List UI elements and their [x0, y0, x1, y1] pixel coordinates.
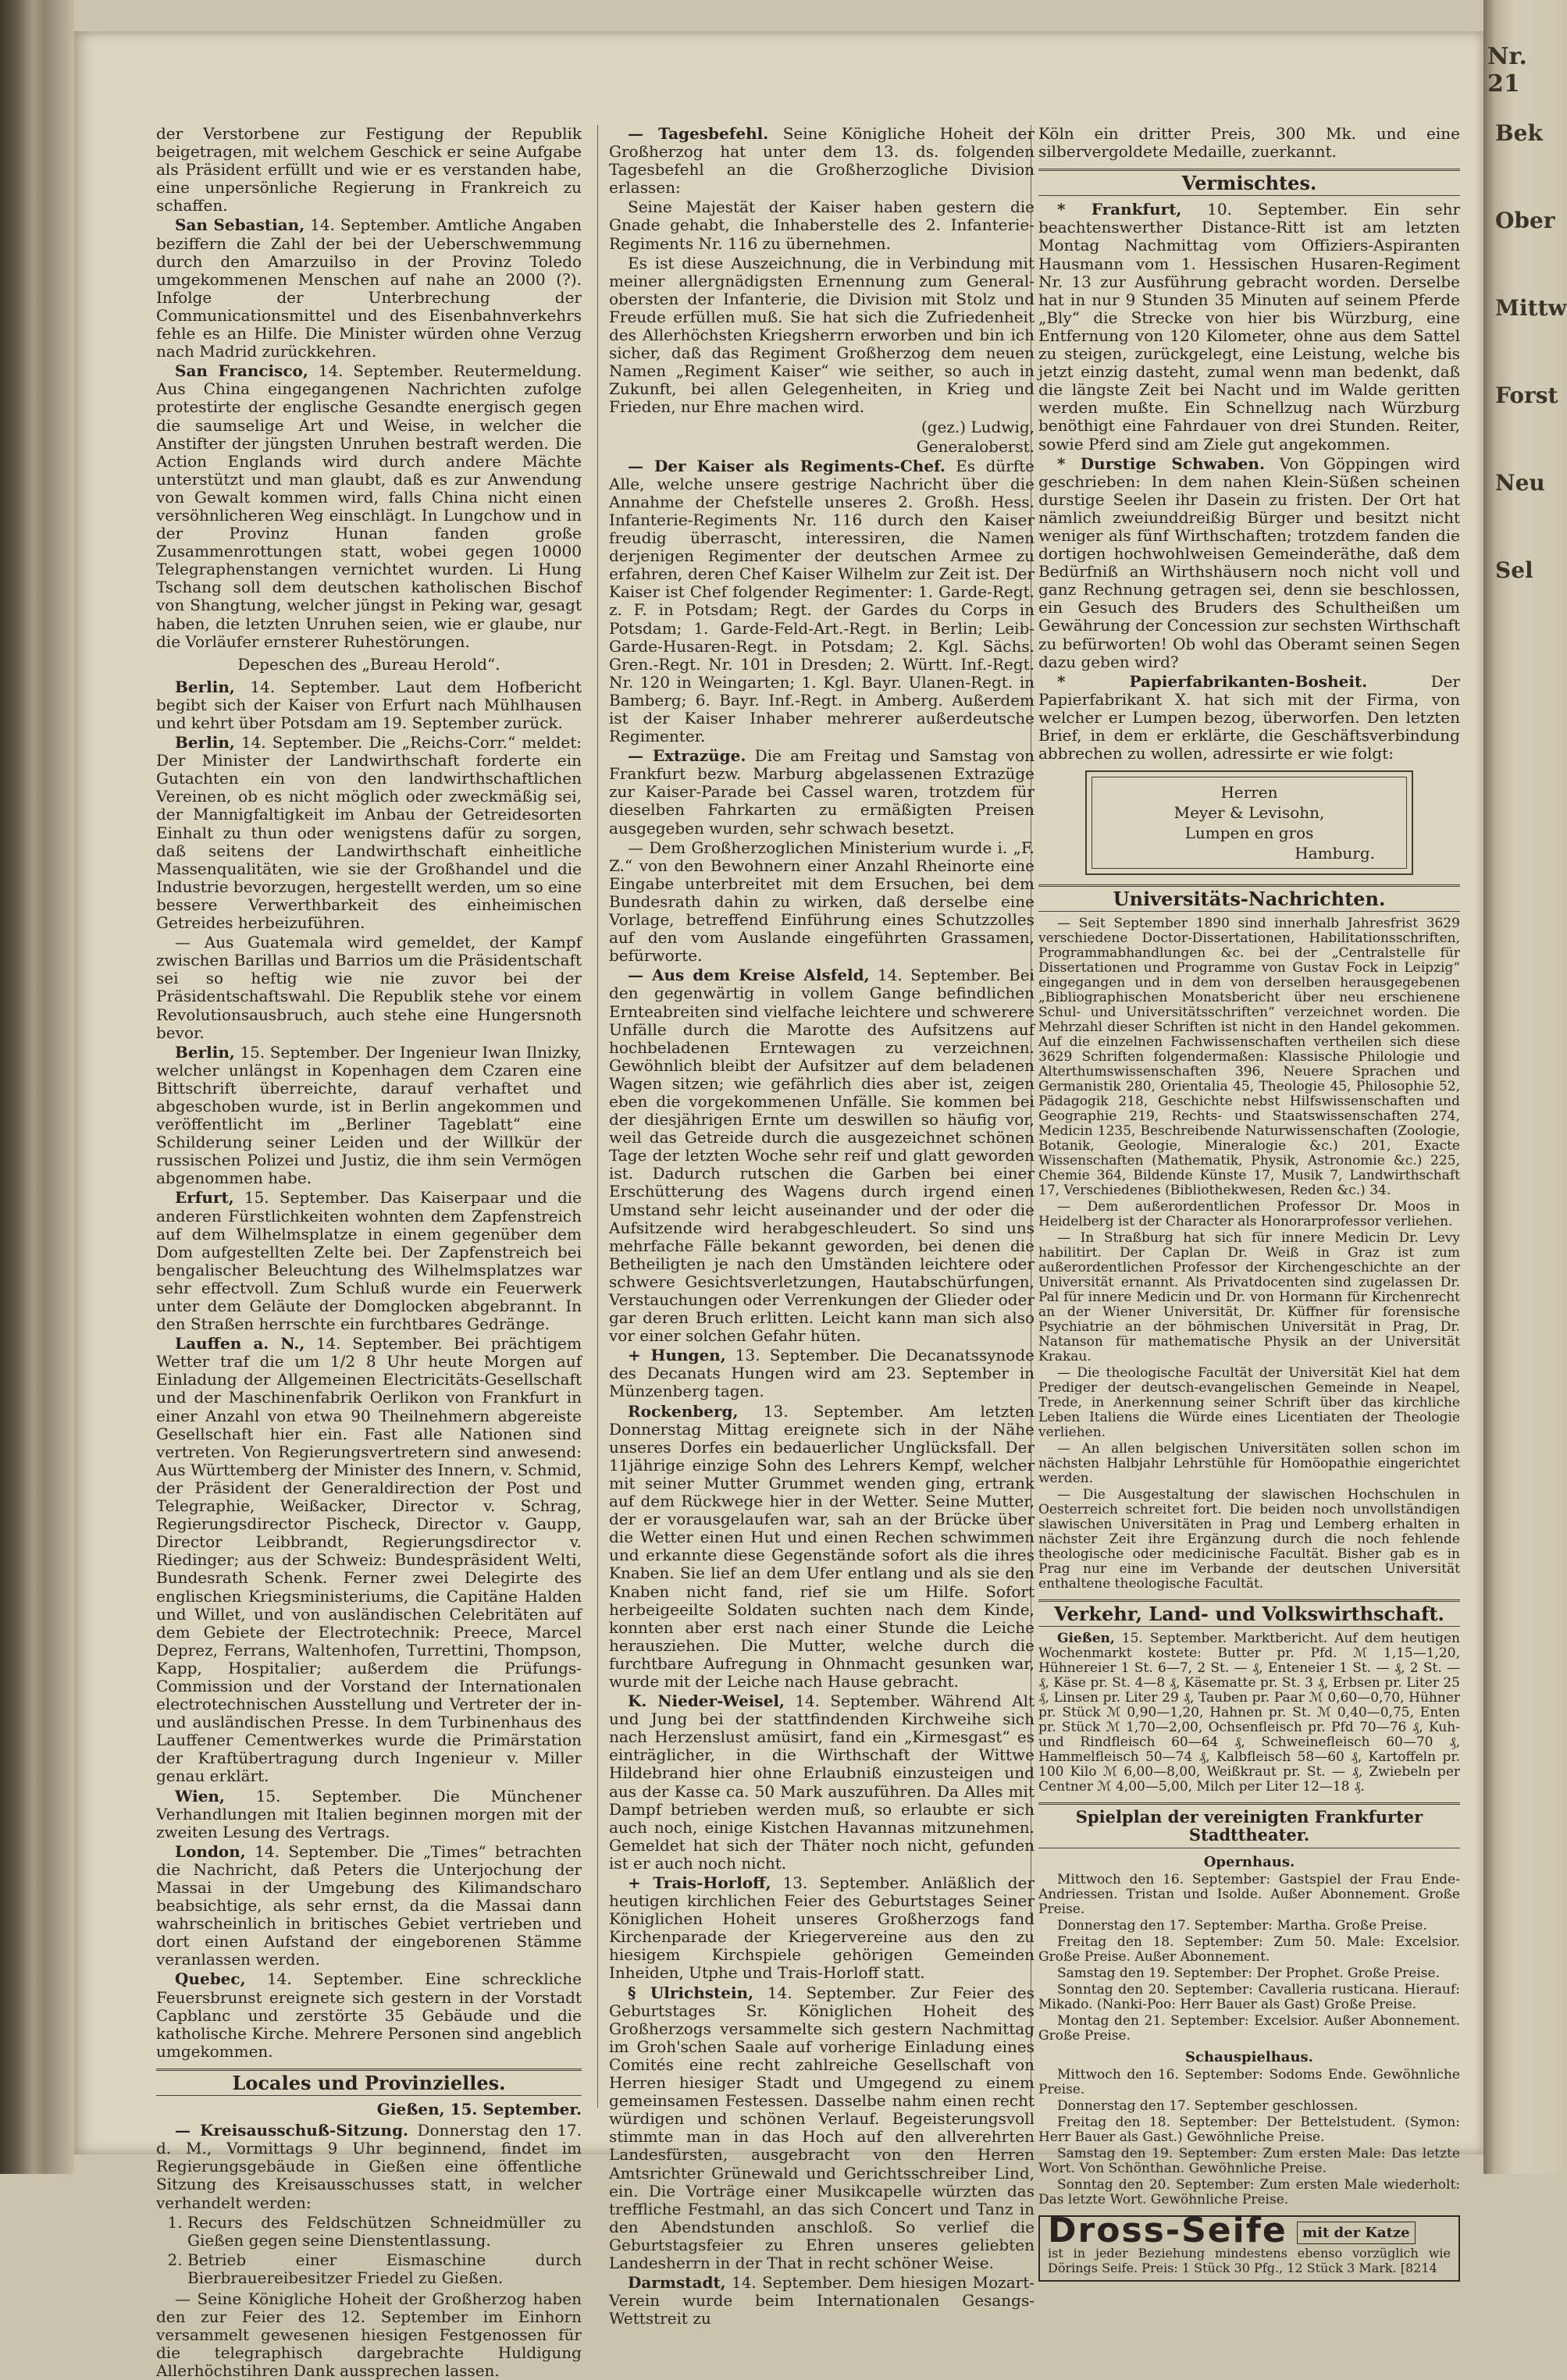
- article-text: — Seit September 1890 sind innerhalb Jahresfrist 3629 verschiedene Doctor-Dissertationen, Habilitationsschriften, Programmabhandlungen &c. bei der „Centralstelle für Dissertationen und Programme von Gustav Fock in Leipzig“ eingegangen und in dem von derselben herausgegebenen „Bibliographischen Monatsbericht über neu erschienene Schul- und Universitätsschriften“ verzeichnet worden. Die Mehrzahl dieser Schriften ist nicht in den Handel gekommen. Auf die einzelnen Fachwissenschaften vertheilen sich diese 3629 Schriften folgendermaßen: Klassische Philologie und Alterthumswissenschaften 396, Neuere Sprachen und Germanistik 280, Orientalia 45, Theologie 45, Philosophie 52, Pädagogik 218, Geschichte nebst Hilfswissenschaften und Geographie 219, Rechts- und Staatswissenschaften 274, Medicin 1235, Beschreibende Naturwissenschaften (Zoologie, Botanik, Geologie, Mineralogie &c.) 201, Exacte Wissenschaften (Mathematik, Physik, Astronomie &c.) 225, Chemie 364, Bildende Künste 17, Musik 7, Landwirthschaft 17, Verschiedenes (Bibliothekwesen, Reden &c.) 34.: [1038, 916, 1460, 1199]
- theater-schedule: [1038, 1855, 1460, 2207]
- article: [1038, 455, 1460, 671]
- article-text: 13. September. Anläßlich der heutigen kirchlichen Feier des Geburtstages Seiner Königlichen Hoheit unseres Großherzogs fand Kirchenparade der Kriegervereine aus den zu hiesigem Kirchspiele gehörigen Gemeinden Inheiden, Utphe und Trais-Horloff statt.: [609, 1873, 1035, 1983]
- address-line: Hamburg.: [1295, 844, 1375, 863]
- schedule-item: Mittwoch den 16. September: Sodoms Ende. Gewöhnliche Preise.: [1038, 2066, 1460, 2097]
- article-text: 14. September. Eine schreckliche Feuersbrunst ereignete sich gestern in der Vorstadt Capblanc und zerstörte 35 Gebäude und die katholische Kirche. Mehrere Personen sind angeblich umgekommen.: [156, 1969, 582, 2061]
- article-heading: Quebec,: [175, 1969, 246, 1989]
- dispatch-title: Depeschen des „Bureau Herold“.: [237, 654, 500, 674]
- article-text: Es dürfte Alle, welche unsere gestrige Nachricht über die Annahme der Chefstelle unseres 2. Großh. Hess. Infanterie-Regiments Nr. 116 durch den Kaiser freudig überrascht, interessiren, die Namen derjenigen Regimenter der deutschen Armee zu erfahren, deren Chef Kaiser Wilhelm zur Zeit ist. Der Kaiser ist Chef folgender Regimenter: 1. Garde-Regt. z. F. in Potsdam; Regt. der Gardes du Corps in Potsdam; 1. Garde-Feld-Art.-Regt. in Berlin; Leib-Garde-Husaren-Regt. in Potsdam; 2. Kgl. Sächs. Gren.-Regt. Nr. 101 in Dresden; 2. Württ. Inf.-Regt. Nr. 120 in Weingarten; 1. Kgl. Bayr. Ulanen-Regt. in Bamberg; 6. Bayr. Inf.-Regt. in Amberg. Außerdem ist der Kaiser Inhaber mehrerer außerdeutsche Regimenter.: [609, 456, 1035, 746]
- list-item: 2. Betrieb einer Eismaschine durch Bierbrauereibesitzer Friedel zu Gießen.: [187, 2251, 582, 2287]
- article-text: — Seine Königliche Hoheit der Großherzog haben den zur Feier des 12. September im Einhorn versammelt gewesenen hiesigen Festgenossen für die telegraphisch dargebrachte Huldigung Allerhöchstihren Dank aussprechen lassen.: [156, 2289, 582, 2380]
- section-header-theater: Spielplan der vereinigten Frankfurter Stadttheater.: [1038, 1802, 1460, 1848]
- article-text: 14. September. Die „Reichs-Corr.“ meldet: Der Minister der Landwirthschaft forderte ein Gutachten ein von den landwirthschaftlichen Vereinen, ob es nicht möglich oder zweckmäßig sei, der Mannigfaltigkeit im Anbau der Getreidesorten Einhalt zu thun oder wenigstens dafür zu sorgen, daß seitens der Landwirthschaft einheitliche Massenqualitäten, wie sie der Großhandel und die Industrie bevorzugen, hergestellt werden, um so eine bessere Verwerthbarkeit des einheimischen Getreides herbeizuführen.: [156, 733, 582, 933]
- article-text: 14. September. Amtliche Angaben beziffern die Zahl der bei der Ueberschwemmung durch den Amarzuilso in der Provinz Toledo umgekommenen Menschen auf nahe an 2000 (?). Infolge der Unterbrechung der Communicationsmittel und des Eisenbahnverkehrs fehle es an Hilfe. Die Minister würden ohne Verzug nach Madrid zurückkehren.: [156, 215, 582, 361]
- article-heading: — Extrazüge.: [628, 746, 746, 766]
- dateline: Gießen, 15. September.: [376, 2100, 582, 2119]
- address-line: Herren: [1220, 783, 1278, 802]
- article-text: 14. September. Reutermeldung. Aus China eingegangenen Nachrichten zufolge protestirte der englische Gesandte energisch gegen die saumselige Art und Weise, in welcher die Anstifter der jüngsten Unruhen bestraft werden. Die Action Englands wird durch andere Mächte unterstützt und man glaubt, daß es zur Anwendung von Gewalt kommen wird, falls China nicht einen versöhnlicheren Weg einschlägt. In Lungchow und in der Provinz Hunan fanden große Zusammenrottungen statt, wobei gegen 10000 Telegraphenstangen vernichtet wurden. Li Hung Tschang soll dem deutschen katholischen Bischof von Shangtung, welcher jüngst in Peking war, gesagt haben, die letzten Unruhen seien, wie er glaube, nur die Vorläufer ernsterer Ruhestörungen.: [156, 361, 582, 651]
- article-text: Von Göppingen wird geschrieben: In dem nahen Klein-Süßen scheinen durstige Seelen ihr Dasein zu fristen. Der Ort hat nämlich zweiunddreißig Bürger und besitzt nicht weniger als fünf Wirthschaften; trotzdem fanden die dortigen hochwohlweisen Gemeinderäthe, daß dem Bedürfniß an Wirthshäusern noch nicht voll und ganz Rechnung getragen sei, denn sie beschlossen, ein Gesuch des Bruders des Schultheißen um Gewährung der Concession zur sechsten Wirthschaft zu befürworten! Ob wohl das Oberamt seinen Segen dazu geben wird?: [1038, 454, 1460, 671]
- schedule-item: Samstag den 19. September: Der Prophet. Große Preise.: [1057, 1965, 1440, 1981]
- column-rule: [597, 125, 598, 2108]
- article-text: 14. September. Dem hiesigen Mozart-Verein wurde beim Internationalen Gesangs-Wettstreit zu: [609, 2273, 1035, 2328]
- article-text: 14. September. Laut dem Hofbericht begibt sich der Kaiser von Erfurt nach Mühlhausen und kehrt über Potsdam am 19. September zurück.: [156, 677, 582, 732]
- column-2: [609, 124, 1035, 2328]
- article-heading: — Der Kaiser als Regiments-Chef.: [628, 456, 946, 475]
- article-text: 14. September. Bei den gegenwärtig in vollem Gange befindlichen Ernteabreiten sind vielfache leichtere und schwerere Unfälle durch die Marotte des Aufsitzens auf hochbeladenen Erntewagen zu verzeichnen. Gewöhnlich bleibt der Aufsitzer auf dem beladenen Wagen sitzen; wie gefährlich dies aber ist, zeigen eben die vorgekommenen Unfälle. Sie kommen bei der diesjährigen Ernte um deswillen so häufig vor, weil das Getreide durch die ausgezeichnet schönen Tage der letzten Woche sehr reif und glatt geworden ist. Dadurch rutschen die Garben bei einer Erschütterung des Wagens durch irgend einen Umstand sehr leicht auseinander und der oder die Aufsitzende wird herabgeschleudert. So sind uns mehrfache Fälle bekannt geworden, bei denen die Betheiligten je nach den Umständen leichtere oder schwere Gesichtsverletzungen, Hautabschürfungen, Verstauchungen oder Verrenkungen der Glieder oder gar deren Bruch erlitten. Leicht kann man sich also vor einer solchen Gefahr hüten.: [609, 966, 1035, 1346]
- column-3: [1038, 124, 1461, 2275]
- article-heading: San Francisco,: [175, 361, 308, 381]
- page-number: Nr. 21: [1487, 43, 1527, 98]
- article-heading: * Frankfurt,: [1057, 200, 1182, 219]
- ad-text: ist in jeder Beziehung mindestens ebenso vorzüglich wie Dörings Seife. Preis: 1 Stück 30 Pfg., 12 Stück 3 Mark. [8214: [1048, 2245, 1451, 2275]
- section-header-university: Universitäts-Nachrichten.: [1038, 884, 1460, 912]
- article-heading: — Kreisausschuß-Sitzung.: [175, 2121, 409, 2140]
- section-header-economy: Verkehr, Land- und Volkswirthschaft.: [1038, 1599, 1460, 1627]
- article-heading: Berlin,: [175, 733, 235, 752]
- article-text: 13. September. Die Decanatssynode des Decanats Hungen wird am 23. September in Münzenberg tagen.: [609, 1346, 1035, 1401]
- article-text: 14. September. Zur Feier des Geburtstages Sr. Königlichen Hoheit des Großherzogs versammelte sich gestern Nachmittag im Groh'schen Saale auf vorherige Einladung eines Comités eine recht zahlreiche Gesellschaft von Herren hiesiger Stadt und Umgegend zu einem gemeinsamen Festessen. Dasselbe nahm einen recht würdigen und schönen Verlauf. Begeisterungsvoll stimmte man in das Hoch auf den allverehrten Landesfürsten, ausgebracht von den Herren Amtsrichter Grünewald und Gerichtsschreiber Lind, ein. Die Vorträge einer Musikcapelle würzten das treffliche Festmahl, an das sich Concert und Tanz in den Abendstunden anschloß. So verlief die Geburtstagsfeier zu Ehren unseres geliebten Landesherrn in der That in recht schöner Weise.: [609, 1983, 1035, 2272]
- schedule-item: Sonntag den 20. September: Zum ersten Male wiederholt: Das letzte Wort. Gewöhnliche Preise.: [1038, 2176, 1460, 2207]
- schedule-item: Montag den 21. September: Excelsior. Außer Abonnement. Große Preise.: [1038, 2012, 1460, 2044]
- section-header-local: Locales und Provinzielles.: [156, 2069, 582, 2096]
- article-heading: Darmstadt,: [628, 2273, 726, 2293]
- article-text: 10. September. Ein sehr beachtenswerther Distance-Ritt ist am letzten Montag Nachmittag vom Offiziers-Aspiranten Hausmann vom 1. Hessischen Husaren-Regiment Nr. 13 zur Ausführung gebracht worden. Derselbe hat in nur 9 Stunden 35 Minuten auf seinem Pferde „Bly“ die Strecke von hier bis Würzburg, eine Entfernung von 120 Kilometer, ohne aus dem Sattel zu steigen, zurückgelegt, eine Leistung, welche bis jetzt einzig dasteht, zumal wenn man bedenkt, daß die längste Zeit bei Nacht und im Walde geritten werden mußte. Ein Schnellzug nach Würzburg benöthigt eine Fahrdauer von drei Stunden. Reiter, sowie Pferd sind am Ziele gut angekommen.: [1038, 200, 1461, 454]
- article-text: Donnerstag den 17. d. M., Vormittags 9 Uhr beginnend, findet im Regierungsgebäude in Gießen eine öffentliche Sitzung des Kreisausschusses statt, in welcher verhandelt werden:: [156, 2121, 582, 2212]
- article-heading: Berlin,: [175, 677, 235, 696]
- fragment-text: Forst: [1495, 382, 1558, 408]
- fragment-text: Neu: [1495, 470, 1545, 496]
- article-heading: London,: [175, 1841, 246, 1861]
- address-line: Meyer & Levisohn,: [1173, 803, 1325, 823]
- list-item: 1. Recurs des Feldschützen Schneidmüller zu Gießen gegen seine Dienstentlassung.: [187, 2214, 582, 2250]
- article-text: Seine Majestät der Kaiser haben gestern die Gnade gehabt, die Inhaberstelle des 2. Infanterie-Regiments Nr. 116 zu übernehmen.: [609, 197, 1035, 253]
- article-text: — Dem Großherzoglichen Ministerium wurde i. „F. Z.“ von den Bewohnern einer Anzahl Rheinorte eine Eingabe unterbreitet mit dem Ersuchen, bei dem Bundesrath dahin zu wirken, daß derselbe eine Vorlage, betreffend Einführung eines Schutzzolles auf den vom Auslande eingeführten Grassamen, befürworte.: [609, 838, 1035, 966]
- article-heading: — Tagesbefehl.: [628, 124, 769, 143]
- article: [156, 1044, 582, 1188]
- article-text: Köln ein dritter Preis, 300 Mk. und eine silbervergoldete Medaille, zuerkannt.: [1038, 124, 1460, 162]
- schedule-item: Donnerstag den 17. September: Martha. Große Preise.: [1057, 1917, 1427, 1934]
- signature: (gez.) Ludwig,: [921, 417, 1035, 436]
- article-heading: * Durstige Schwaben.: [1057, 454, 1265, 473]
- article: [156, 362, 582, 651]
- article-heading: * Papierfabrikanten-Bosheit.: [1057, 671, 1368, 691]
- article-text: 15. September. Marktbericht. Auf dem heutigen Wochenmarkt kostete: Butter pr. Pfd. ℳ 1,15—1,20, Hühnereier 1 St. 6—7, 2 St. — ₰, Enteneier 1 St. — ₰, 2 St. — ₰, Käse pr. St. 4—8 ₰, Käsematte pr. St. 3 ₰, Erbsen pr. Liter 25 ₰, Linsen pr. Liter 29 ₰, Tauben pr. Paar ℳ 0,60—0,70, Hühner pr. Stück ℳ 0,90—1,20, Hahnen pr. St. ℳ 0,40—0,75, Enten pr. Stück ℳ 1,70—2,00, Ochsenfleisch pr. Pfd 70—76 ₰, Kuh- und Rindfleisch 60—64 ₰, Schweinefleisch 60—70 ₰, Hammelfleisch 50—74 ₰, Kalbfleisch 58—60 ₰, Kartoffeln pr. 100 Kilo ℳ 6,00—8,00, Weißkraut pr. St. — ₰, Zwiebeln per Centner ℳ 4,00—5,00, Milch per Liter 12—18 ₰.: [1038, 1631, 1460, 1795]
- article-text: Die am Freitag und Samstag von Frankfurt bezw. Marburg abgelassenen Extrazüge zur Kaiser-Parade bei Cassel waren, trotzdem für dieselben Fahrkarten zu ermäßigten Preisen ausgegeben wurden, sehr schwach besetzt.: [609, 746, 1035, 838]
- article: [156, 216, 582, 361]
- article-heading: San Sebastian,: [175, 215, 305, 235]
- section-header-misc: Vermischtes.: [1038, 169, 1460, 196]
- schedule-item: Mittwoch den 16. September: Gastspiel der Frau Ende-Andriessen. Tristan und Isolde. Außer Abonnement. Große Preise.: [1038, 1871, 1460, 1917]
- article-text: 15. September. Das Kaiserpaar und die anderen Fürstlichkeiten wohnten dem Zapfenstreich auf dem Wilhelmsplatze in einem gegenüber dem Dom aufgestellten Zelte bei. Der Zapfenstreich bei bengalischer Beleuchtung des Wilhelmsplatzes war sehr effectvoll. Zum Schluß wurde ein Feuerwerk unter dem Geläute der Domglocken abgebrannt. In den Straßen herrschte ein furchtbares Gedränge.: [156, 1188, 582, 1334]
- article-text: 14. September. Die „Times“ betrachten die Nachricht, daß Peters die Unterjochung der Massai in der Umgebung des Kilimandscharo beabsichtige, als sehr ernst, da die Massai dann wahrscheinlich in britisches Gebiet vertrieben und dort einen Aufstand der eingeborenen Stämme veranlassen werden.: [156, 1841, 582, 1969]
- article-heading: Erfurt,: [175, 1188, 234, 1208]
- article: [156, 1189, 582, 1333]
- article-text: 13. September. Am letzten Donnerstag Mittag ereignete sich in der Nähe unseres Dorfes ein bedauerlicher Unglücksfall. Der 11jährige einzige Sohn des Lehrers Kempf, welcher mit seiner Mutter Grummet wenden ging, ertrank auf dem Rückwege hier in der Wetter. Seine Mutter, der er vorausgelaufen war, sah an der Brücke über die Wetter einen Hut und einen Rechen schwimmen und erkannte diese Gegenstände sofort als die ihres Knaben. Sie lief an dem Ufer entlang und als sie den Knaben nicht fand, rief sie um Hilfe. Sofort herbeigeeilte Soldaten suchten nach dem Kinde, konnten aber erst nach einer Stunde die Leiche herausziehen. Die Mutter, welche durch die furchtbare Aufregung in Ohnmacht gesunken war, wurde mit der Leiche nach Hause gebracht.: [609, 1401, 1035, 1691]
- fragment-text: Bek: [1495, 120, 1543, 146]
- article-heading: Wien,: [175, 1786, 225, 1805]
- opera-title: Opernhaus.: [1203, 1853, 1295, 1870]
- article-heading: Berlin,: [175, 1042, 235, 1062]
- article: [609, 457, 1035, 746]
- article-heading: § Ulrichstein,: [628, 1983, 754, 2002]
- article-text: Es ist diese Auszeichnung, die in Verbindung mit meiner allergnädigsten Ernennung zum General-obersten der Infanterie, die Division mit Stolz und Freude erfüllen muß. Sie hat sich die Zufriedenheit des Allerhöchsten Kriegsherrn erworben und bin ich sicher, daß das Regiment Großherzog dem neuen Namen „Regiment Kaiser“ wie seither, so auch in Zukunft, bei allen Gelegenheiten, in Krieg und Frieden, nur Ehre machen wird.: [609, 253, 1035, 417]
- article: [156, 1970, 582, 2060]
- article-text: — An allen belgischen Universitäten sollen schon im nächsten Halbjahr Lehrstühle für Homöopathie eingerichtet werden.: [1038, 1441, 1460, 1487]
- article-text: Der Papierfabrikant X. hat sich mit der Firma, von welcher er Lumpen bezog, überworfen. Den letzten Brief, in dem er erklärte, die Geschäftsverbindung abbrechen zu wollen, adressirte er wie folgt:: [1038, 671, 1460, 763]
- article-text: 14. September. Bei prächtigem Wetter traf die um 1/2 8 Uhr heute Morgen auf Einladung der Allgemeinen Electricitäts-Gesellschaft und der Maschinenfabrik Oerlikon von Frankfurt in einer Anzahl von etwa 90 Theilnehmern abgereiste Gesellschaft hier ein. Fast alle Nationen sind vertreten. Von Regierungsvertretern sind anwesend: Aus Württemberg der Minister des Innern, v. Schmid, der Präsident der Generaldirection der Post und Telegraphie, Weißacker, Director v. Schrag, Regierungsdirector Pischeck, Director v. Gaupp, Director Leibbrandt, Regierungsdirector v. Riedinger; aus der Schweiz: Bundespräsident Welti, Bundesrath Schenk. Ferner zwei Delegirte des englischen Kriegsministeriums, die Capitäne Halden und Willet, und von ausländischen Celebritäten auf dem Gebiete der Electrotechnik: Preece, Marcel Deprez, Ferrans, Waltenhofen, Turrettini, Thompson, Kapp, Hospitalier; außerdem die Prüfungs-Commission und der Vorstand der Internationalen electrotechnischen Ausstellung und Vertreter der in- und ausländischen Presse. In dem Turbinenhaus des Lauffener Cementwerkes wurde die Primärstation der Kraftübertragung durch Ingenieur v. Miller genau erklärt.: [156, 1334, 582, 1786]
- article-text: 15. September. Die Münchener Verhandlungen mit Italien beginnen morgen mit der zweiten Lesung des Vertrags.: [156, 1786, 582, 1841]
- article-text: 15. September. Der Ingenieur Iwan Ilnizky, welcher unlängst in Kopenhagen dem Czaren eine Bittschrift überreichte, darauf verhaftet und abgeschoben wurde, ist in Berlin angekommen und veröffentlicht im „Berliner Tageblatt“ eine Schilderung seiner Leiden und der Willkür der russischen Polizei und Justiz, die ihm sein Vermögen abgenommen habe.: [156, 1042, 582, 1188]
- article: [609, 747, 1035, 837]
- signature-title: Generaloberst.: [916, 436, 1035, 456]
- article-text: — Aus Guatemala wird gemeldet, der Kampf zwischen Barillas und Barrios um die Präsidentschaft sei so heftig wie nie zuvor bei der Präsidentschaftswahl. Die Republik stehe vor einem Revolutionsausbruch, auch stehe eine Hungersnoth bevor.: [156, 933, 582, 1042]
- article: [156, 678, 582, 732]
- article: [609, 125, 1035, 197]
- article-heading: + Hungen,: [628, 1346, 726, 1365]
- university-news: [1038, 916, 1460, 1592]
- schedule-item: Donnerstag den 17. September geschlossen.: [1057, 2097, 1359, 2114]
- article: [156, 734, 582, 932]
- playhouse-title: Schauspielhaus.: [1185, 2048, 1313, 2065]
- schedule-item: Freitag den 18. September: Zum 50. Male: Excelsior. Große Preise. Außer Abonnement.: [1038, 1934, 1460, 1965]
- article-text: 14. September. Während Alt und Jung bei der stattfindenden Kirchweihe sich nach Herzenslust amüsirt, fand ein „Kirmesgast“ es einträglicher, in die Wirthschaft der Wittwe Hildebrand hier ohne Erlaubniß einzusteigen und aus der Kasse ca. 50 Mark auszuführen. Da Alles mit Dampf betrieben werden muß, so erlaubte er sich auch noch, einige Kistchen Havannas mitzunehmen. Gemeldet hat sich der Thäter noch nicht, gefunden ist er auch noch nicht.: [609, 1692, 1035, 1873]
- fragment-text: Mittw: [1495, 295, 1567, 321]
- article-text: Seine Königliche Hoheit der Großherzog hat unter dem 13. ds. folgenden Tagesbefehl an die Großherzogliche Division erlassen:: [609, 124, 1035, 197]
- schedule-item: Sonntag den 20. September: Cavalleria rusticana. Hierauf: Mikado. (Nanki-Poo: Herr Bauer als Gast) Große Preise.: [1038, 1981, 1460, 2012]
- book-spine: [0, 0, 74, 2174]
- article: [609, 966, 1035, 1345]
- address-line: Lumpen en gros: [1184, 824, 1314, 843]
- article-heading: Gießen,: [1057, 1631, 1115, 1647]
- article: [609, 1347, 1035, 1400]
- article-text: — In Straßburg hat sich für innere Medicin Dr. Levy habilitirt. Der Caplan Dr. Weiß in Graz ist zum außerordentlichen Professor der Kirchengeschichte an der Universität ernannt. Als Privatdocenten sind zugelassen Dr. Pal für innere Medicin und Dr. von Hormann für Kirchenrecht an der Wiener Universität, Dr. Küffner für forensische Psychiatrie an der böhmischen Universität in Prag, Dr. Natanson für mathematische Physik an der Universität Krakau.: [1038, 1230, 1460, 1365]
- article: [1038, 1631, 1460, 1795]
- market-report: [1038, 1631, 1460, 1795]
- article-text: — Die theologische Facultät der Universität Kiel hat dem Prediger der deutsch-evangelischen Gemeinde in Neapel, Trede, in Anerkennung seiner Schrift über das kirchliche Leben Italiens die Würde eines Licentiaten der Theologie verliehen.: [1038, 1365, 1460, 1441]
- article-text: der Verstorbene zur Festigung der Republik beigetragen, mit welchem Geschick er seine Aufgabe als Präsident erfüllt und wie er es verstanden habe, eine unpersönliche Regierung in Frankreich zu schaffen.: [156, 124, 582, 215]
- article-heading: — Aus dem Kreise Alsfeld,: [628, 966, 870, 985]
- article-text: — Dem außerordentlichen Professor Dr. Moos in Heidelberg ist der Character als Honorarprofessor verliehen.: [1038, 1199, 1460, 1230]
- article: [1038, 201, 1460, 453]
- article: [156, 1788, 582, 1841]
- ad-tag: mit der Katze: [1297, 2222, 1416, 2244]
- article: [156, 1335, 582, 1785]
- article-heading: K. Nieder-Weisel,: [628, 1692, 785, 1711]
- fragment-text: Sel: [1495, 557, 1533, 583]
- soap-advertisement: [1038, 2210, 1460, 2282]
- article: [609, 1403, 1035, 1692]
- schedule-item: Freitag den 18. September: Der Bettelstudent. (Symon: Herr Bauer als Gast.) Gewöhnliche Preise.: [1038, 2114, 1460, 2145]
- article-heading: Rockenberg,: [628, 1401, 739, 1421]
- article: [609, 2274, 1035, 2328]
- address-box: [1085, 770, 1413, 875]
- agenda-list: [156, 2214, 582, 2287]
- next-page-fragments: [1495, 120, 1567, 649]
- article: [156, 1843, 582, 1969]
- article: [156, 2122, 582, 2211]
- ad-title: Dross-Seife: [1048, 2210, 1287, 2250]
- schedule-item: Samstag den 19. September: Zum ersten Male: Das letzte Wort. Von Schönthan. Gewöhnliche Preise.: [1038, 2145, 1460, 2176]
- article: [609, 1874, 1035, 1983]
- article: [1038, 673, 1460, 763]
- column-1: [156, 124, 582, 2380]
- fragment-text: Ober: [1495, 208, 1555, 233]
- article-heading: + Trais-Horloff,: [628, 1873, 771, 1892]
- article-heading: Lauffen a. N.,: [175, 1334, 305, 1354]
- article: [609, 1692, 1035, 1873]
- article-text: — Die Ausgestaltung der slawischen Hochschulen in Oesterreich schreitet fort. Die beiden noch unvollständigen slawischen Universitäten in Prag und Lemberg erhalten in nächster Zeit ihre Ergänzung durch die noch fehlende theologische oder medicinische Facultät. Bisher gab es in Prag nur eine im Verbande der deutschen Universität enthaltene theologische Facultät.: [1038, 1487, 1460, 1592]
- article: [609, 1984, 1035, 2273]
